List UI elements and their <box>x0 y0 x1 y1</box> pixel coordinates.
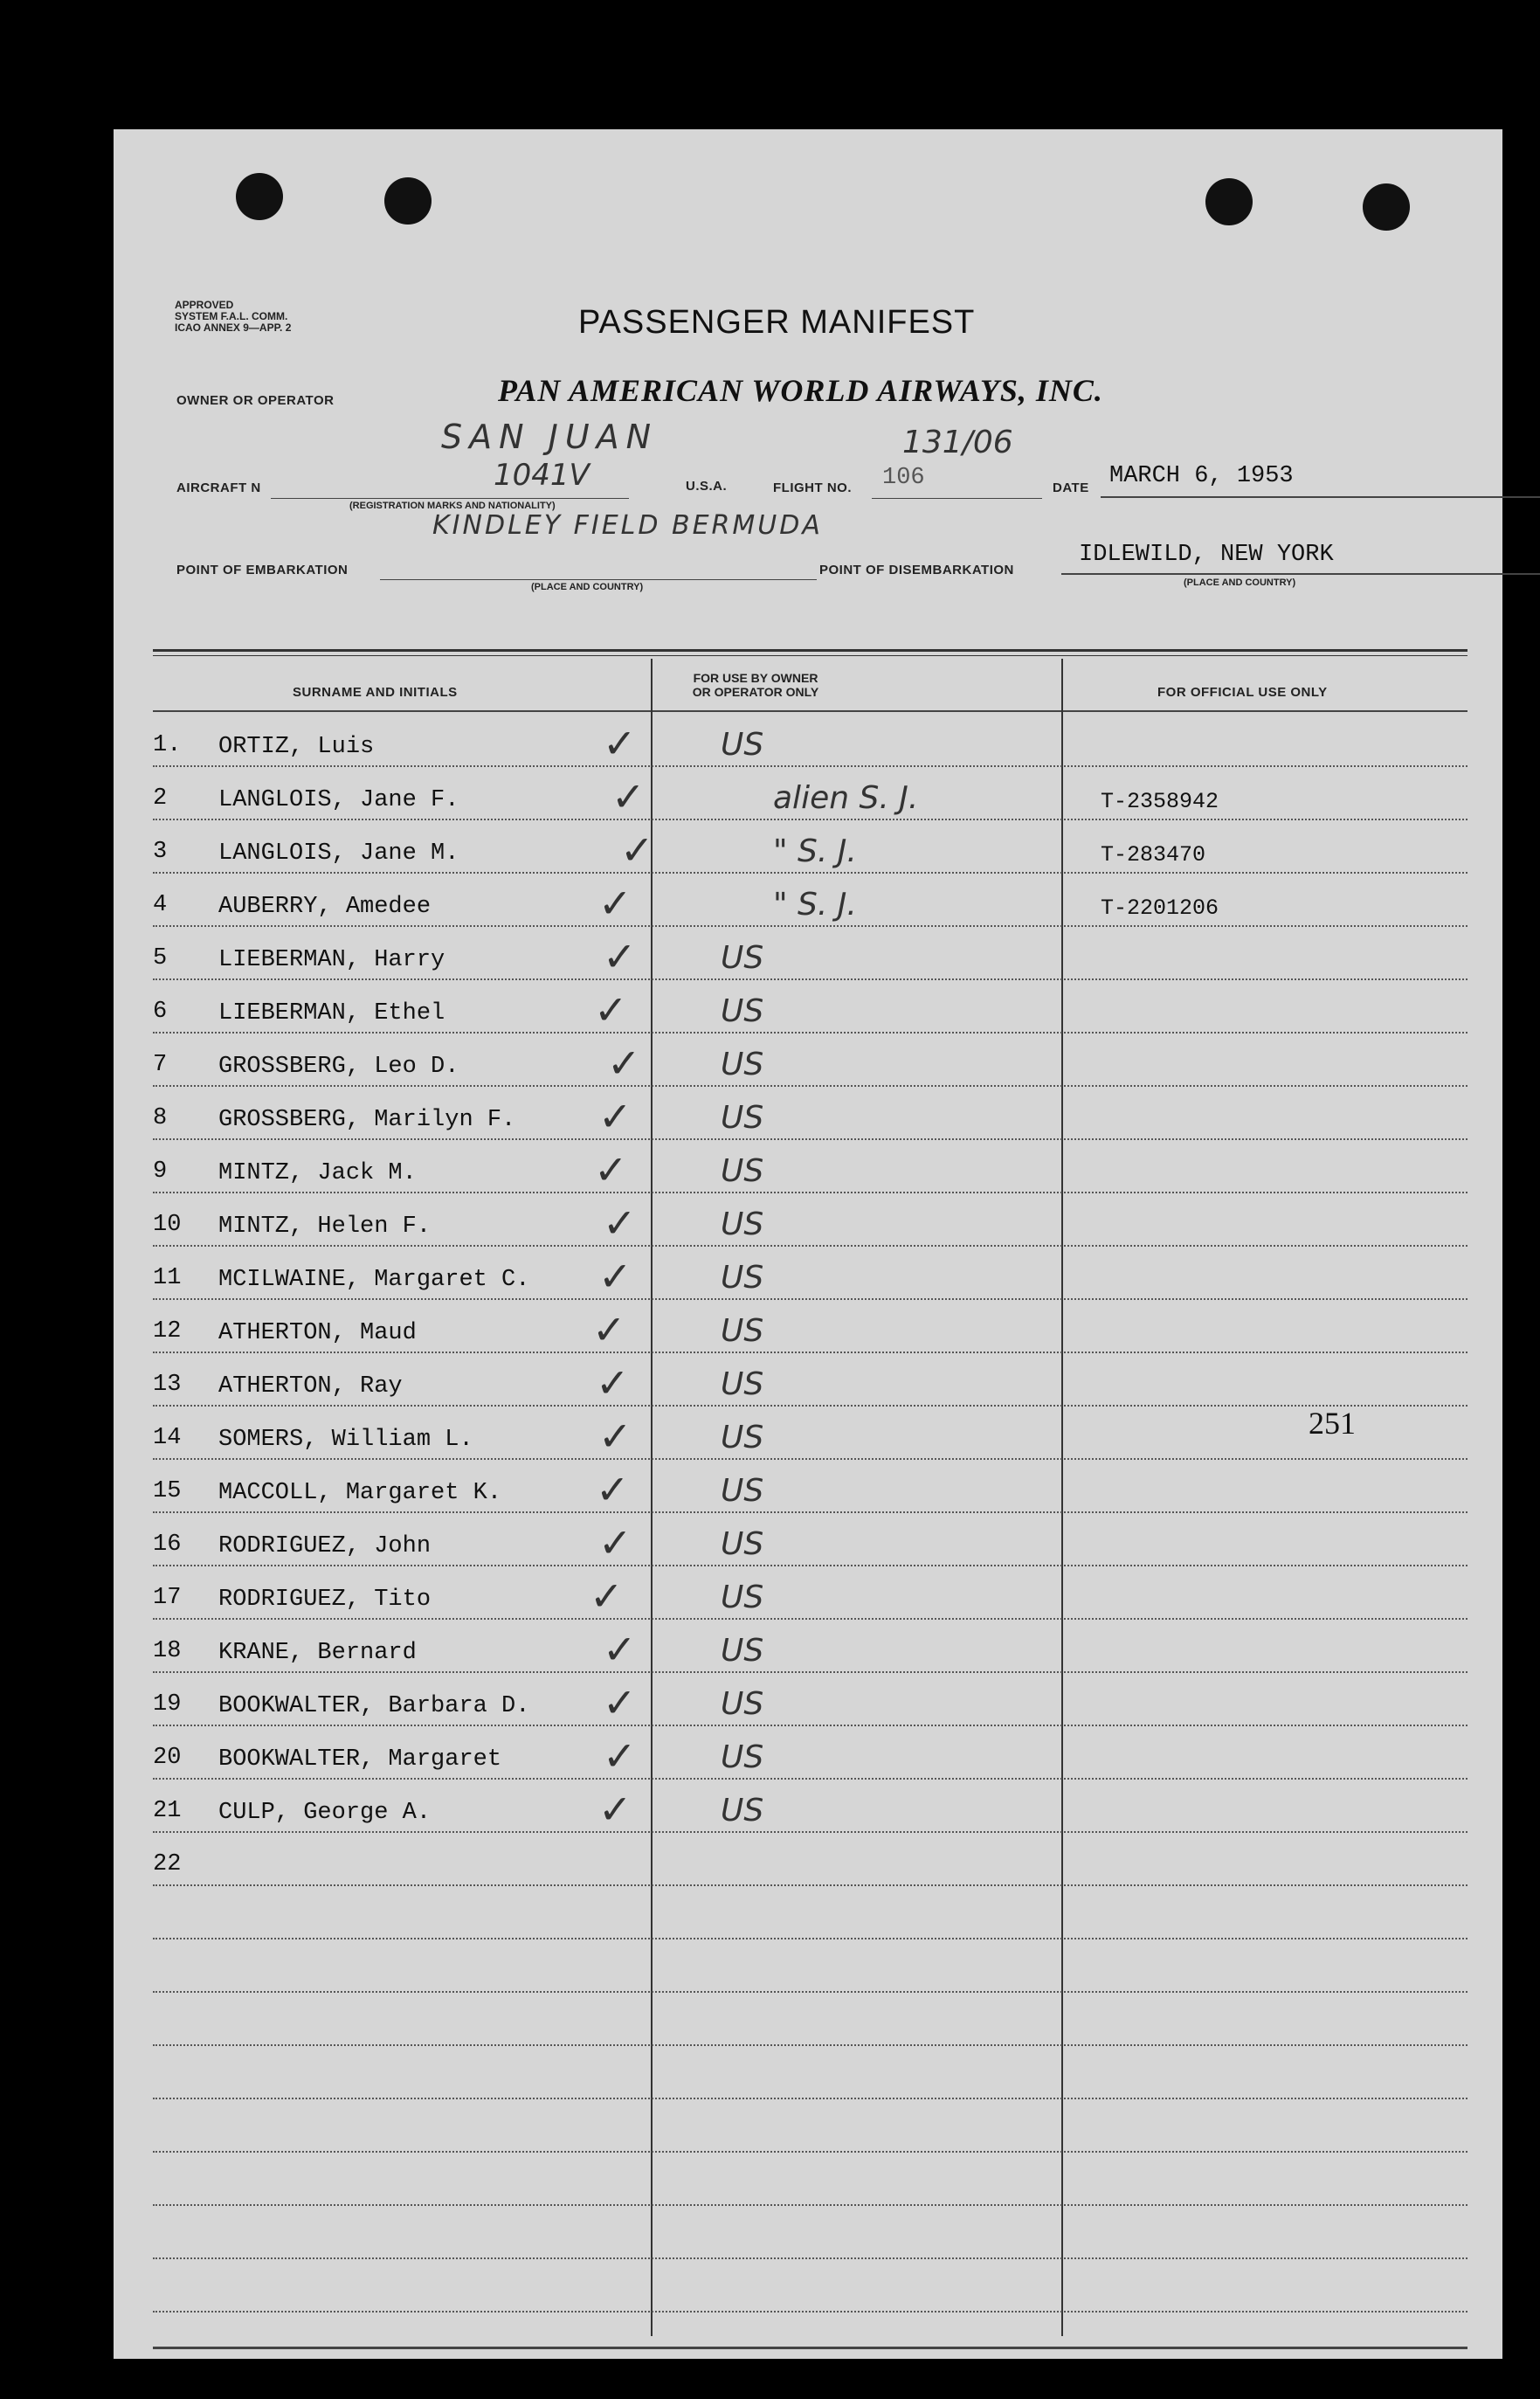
check-mark: ✓ <box>598 1093 632 1140</box>
passenger-name: MINTZ, Helen F. <box>218 1213 432 1240</box>
passenger-name: ATHERTON, Ray <box>218 1373 403 1400</box>
table-row <box>114 1519 1502 1585</box>
col-header-operator-line-2: OR OPERATOR ONLY <box>692 685 819 699</box>
row-rule <box>153 1511 1467 1513</box>
operator-note: US <box>721 1047 764 1082</box>
owner-label: OWNER OR OPERATOR <box>176 393 335 408</box>
table-top-rule <box>153 649 1467 652</box>
flight-label: FLIGHT NO. <box>773 480 852 495</box>
row-rule <box>153 1458 1467 1460</box>
row-number: 15 <box>153 1478 182 1504</box>
check-mark: ✓ <box>590 1573 624 1620</box>
check-mark: ✓ <box>596 1359 630 1407</box>
passenger-name: SOMERS, William L. <box>218 1427 473 1453</box>
approved-line-1: APPROVED <box>175 299 234 311</box>
operator-note: US <box>721 940 764 976</box>
row-rule <box>153 1618 1467 1620</box>
operator-note: US <box>721 1206 764 1242</box>
approved-line-2: SYSTEM F.A.L. COMM. <box>175 310 288 322</box>
table-row <box>114 1040 1502 1105</box>
table-row <box>114 1200 1502 1265</box>
company-name: PAN AMERICAN WORLD AIRWAYS, INC. <box>498 373 1103 408</box>
passenger-name: BOOKWALTER, Margaret <box>218 1746 502 1773</box>
blank-row-rule <box>153 1938 1467 1939</box>
row-rule <box>153 925 1467 927</box>
check-mark: ✓ <box>620 826 654 874</box>
passenger-name: RODRIGUEZ, Tito <box>218 1587 432 1613</box>
operator-note: US <box>721 1526 764 1562</box>
disembarkation-value: IDLEWILD, NEW YORK <box>1079 542 1334 568</box>
check-mark: ✓ <box>598 1253 632 1300</box>
flight-typed: 106 <box>882 465 925 491</box>
row-rule <box>153 1192 1467 1193</box>
blank-row-rule <box>153 2311 1467 2313</box>
operator-note: US <box>721 727 764 763</box>
row-number: 5 <box>153 945 168 971</box>
passenger-name: AUBERRY, Amedee <box>218 894 432 920</box>
embarkation-label: POINT OF EMBARKATION <box>176 563 349 577</box>
check-mark: ✓ <box>592 1306 626 1353</box>
table-row <box>114 1253 1502 1318</box>
blank-row-rule <box>153 2044 1467 2046</box>
operator-note: US <box>721 1313 764 1349</box>
row-rule <box>153 819 1467 820</box>
operator-note: US <box>721 1420 764 1455</box>
registration-caption: (REGISTRATION MARKS AND NATIONALITY) <box>349 501 556 511</box>
table-row <box>114 1146 1502 1212</box>
row-number: 11 <box>153 1265 182 1291</box>
row-rule <box>153 1138 1467 1140</box>
operator-note: US <box>721 1633 764 1669</box>
row-number: 14 <box>153 1425 182 1451</box>
passenger-name: KRANE, Bernard <box>218 1640 417 1666</box>
stamp-number: 251 <box>1309 1406 1356 1441</box>
aircraft-underline <box>271 498 629 499</box>
table-row <box>114 933 1502 999</box>
approved-note <box>175 300 291 334</box>
row-number: 3 <box>153 839 168 865</box>
passenger-name: BOOKWALTER, Barbara D. <box>218 1693 530 1719</box>
passenger-name: LANGLOIS, Jane F. <box>218 787 459 813</box>
row-rule <box>153 1352 1467 1353</box>
check-mark: ✓ <box>603 933 637 980</box>
row-rule <box>153 872 1467 874</box>
row-number: 2 <box>153 785 168 812</box>
row-rule <box>153 978 1467 980</box>
row-number: 1. <box>153 732 182 758</box>
table-row <box>114 1732 1502 1798</box>
passenger-name: RODRIGUEZ, John <box>218 1533 432 1559</box>
operator-note: US <box>721 1153 764 1189</box>
check-mark: ✓ <box>598 880 632 927</box>
row-rule <box>153 1405 1467 1407</box>
operator-note: US <box>721 1739 764 1775</box>
blank-row-rule <box>153 2151 1467 2153</box>
table-row <box>114 826 1502 892</box>
row-rule <box>153 1778 1467 1780</box>
table-top-rule-2 <box>153 655 1467 656</box>
table-bottom-rule <box>153 2347 1467 2349</box>
punch-hole-4 <box>1363 183 1410 231</box>
row-number: 13 <box>153 1372 182 1398</box>
passenger-name: ORTIZ, Luis <box>218 734 375 760</box>
row-rule <box>153 1725 1467 1726</box>
table-row <box>114 1359 1502 1425</box>
passenger-name: MACCOLL, Margaret K. <box>218 1480 502 1506</box>
date-value: MARCH 6, 1953 <box>1109 463 1294 489</box>
row-rule <box>153 1085 1467 1087</box>
passenger-name: GROSSBERG, Leo D. <box>218 1054 459 1080</box>
operator-note: " S. J. <box>773 833 857 869</box>
row-rule <box>153 1245 1467 1247</box>
row-number: 8 <box>153 1105 168 1131</box>
row-number: 12 <box>153 1318 182 1345</box>
page-title: PASSENGER MANIFEST <box>578 304 976 341</box>
row-rule <box>153 1671 1467 1673</box>
check-mark: ✓ <box>603 1200 637 1247</box>
col-header-operator <box>651 671 860 699</box>
row-number: 18 <box>153 1638 182 1664</box>
col-header-surname: SURNAME AND INITIALS <box>293 685 458 700</box>
passenger-name: ATHERTON, Maud <box>218 1320 417 1346</box>
blank-row-rule <box>153 1991 1467 1993</box>
aircraft-handwritten-top: SAN JUAN <box>441 418 659 456</box>
embarkation-underline <box>380 579 817 580</box>
punch-hole-1 <box>236 173 283 220</box>
row-number: 20 <box>153 1745 182 1771</box>
official-entry: T-2201206 <box>1101 895 1219 921</box>
operator-note: US <box>721 1100 764 1136</box>
official-entry: T-2358942 <box>1101 789 1219 814</box>
table-row <box>114 1306 1502 1372</box>
row-rule <box>153 1884 1467 1886</box>
check-mark: ✓ <box>594 986 628 1034</box>
embarkation-caption: (PLACE AND COUNTRY) <box>531 582 644 592</box>
table-row <box>114 720 1502 785</box>
disembarkation-caption: (PLACE AND COUNTRY) <box>1184 577 1296 588</box>
flight-underline <box>872 498 1042 499</box>
passenger-name: GROSSBERG, Marilyn F. <box>218 1107 516 1133</box>
table-row <box>114 986 1502 1052</box>
row-number: 10 <box>153 1212 182 1238</box>
table-row <box>114 1626 1502 1691</box>
col-header-official: FOR OFFICIAL USE ONLY <box>1157 685 1328 700</box>
row-rule <box>153 1032 1467 1034</box>
table-row <box>114 773 1502 839</box>
row-number: 7 <box>153 1052 168 1078</box>
check-mark: ✓ <box>611 773 646 820</box>
operator-note: alien S. J. <box>773 780 919 816</box>
passenger-name: MCILWAINE, Margaret C. <box>218 1267 530 1293</box>
row-rule <box>153 1831 1467 1833</box>
check-mark: ✓ <box>596 1466 630 1513</box>
operator-note: US <box>721 1366 764 1402</box>
row-number: 17 <box>153 1585 182 1611</box>
check-mark: ✓ <box>603 720 637 767</box>
table-row <box>114 1851 1502 1905</box>
operator-note: US <box>721 993 764 1029</box>
usa-label: U.S.A. <box>686 479 728 494</box>
table-row <box>114 880 1502 945</box>
blank-row-rule <box>153 2098 1467 2099</box>
row-number: 19 <box>153 1691 182 1718</box>
row-rule <box>153 765 1467 767</box>
row-number: 9 <box>153 1158 168 1185</box>
passenger-name: CULP, George A. <box>218 1800 432 1826</box>
blank-row-rule <box>153 2257 1467 2259</box>
embarkation-value: KINDLEY FIELD BERMUDA <box>432 510 823 541</box>
table-row <box>114 1093 1502 1158</box>
table-row <box>114 1786 1502 1851</box>
table-row <box>114 1573 1502 1638</box>
operator-note: " S. J. <box>773 887 857 923</box>
passenger-name: LIEBERMAN, Harry <box>218 947 445 973</box>
operator-note: US <box>721 1260 764 1296</box>
row-number: 16 <box>153 1531 182 1558</box>
passenger-name: LANGLOIS, Jane M. <box>218 840 459 867</box>
aircraft-label: AIRCRAFT N <box>176 480 261 495</box>
check-mark: ✓ <box>598 1786 632 1833</box>
approved-line-3: ICAO ANNEX 9—APP. 2 <box>175 321 292 334</box>
operator-note: US <box>721 1580 764 1615</box>
check-mark: ✓ <box>598 1519 632 1566</box>
col-header-operator-line-1: FOR USE BY OWNER <box>693 671 818 685</box>
row-number: 22 <box>153 1851 182 1877</box>
row-number: 4 <box>153 892 168 918</box>
row-number: 21 <box>153 1798 182 1824</box>
check-mark: ✓ <box>603 1679 637 1726</box>
check-mark: ✓ <box>603 1626 637 1673</box>
flight-handwritten: 131/06 <box>902 425 1013 460</box>
date-underline <box>1101 496 1540 498</box>
blank-row-rule <box>153 2204 1467 2206</box>
row-rule <box>153 1298 1467 1300</box>
header-bottom-rule <box>153 710 1467 712</box>
check-mark: ✓ <box>598 1413 632 1460</box>
official-entry: T-283470 <box>1101 842 1206 868</box>
punch-hole-2 <box>384 177 432 225</box>
check-mark: ✓ <box>607 1040 641 1087</box>
aircraft-value: 1041V <box>494 458 590 493</box>
table-row <box>114 1679 1502 1745</box>
punch-hole-3 <box>1205 178 1253 225</box>
check-mark: ✓ <box>594 1146 628 1193</box>
operator-note: US <box>721 1473 764 1509</box>
passenger-name: LIEBERMAN, Ethel <box>218 1000 445 1027</box>
row-number: 6 <box>153 999 168 1025</box>
operator-note: US <box>721 1793 764 1829</box>
row-rule <box>153 1565 1467 1566</box>
date-label: DATE <box>1053 480 1089 495</box>
disembarkation-underline <box>1061 573 1540 575</box>
table-row <box>114 1466 1502 1531</box>
disembarkation-label: POINT OF DISEMBARKATION <box>819 563 1014 577</box>
manifest-sheet <box>114 129 1502 2359</box>
check-mark: ✓ <box>603 1732 637 1780</box>
operator-note: US <box>721 1686 764 1722</box>
passenger-name: MINTZ, Jack M. <box>218 1160 417 1186</box>
